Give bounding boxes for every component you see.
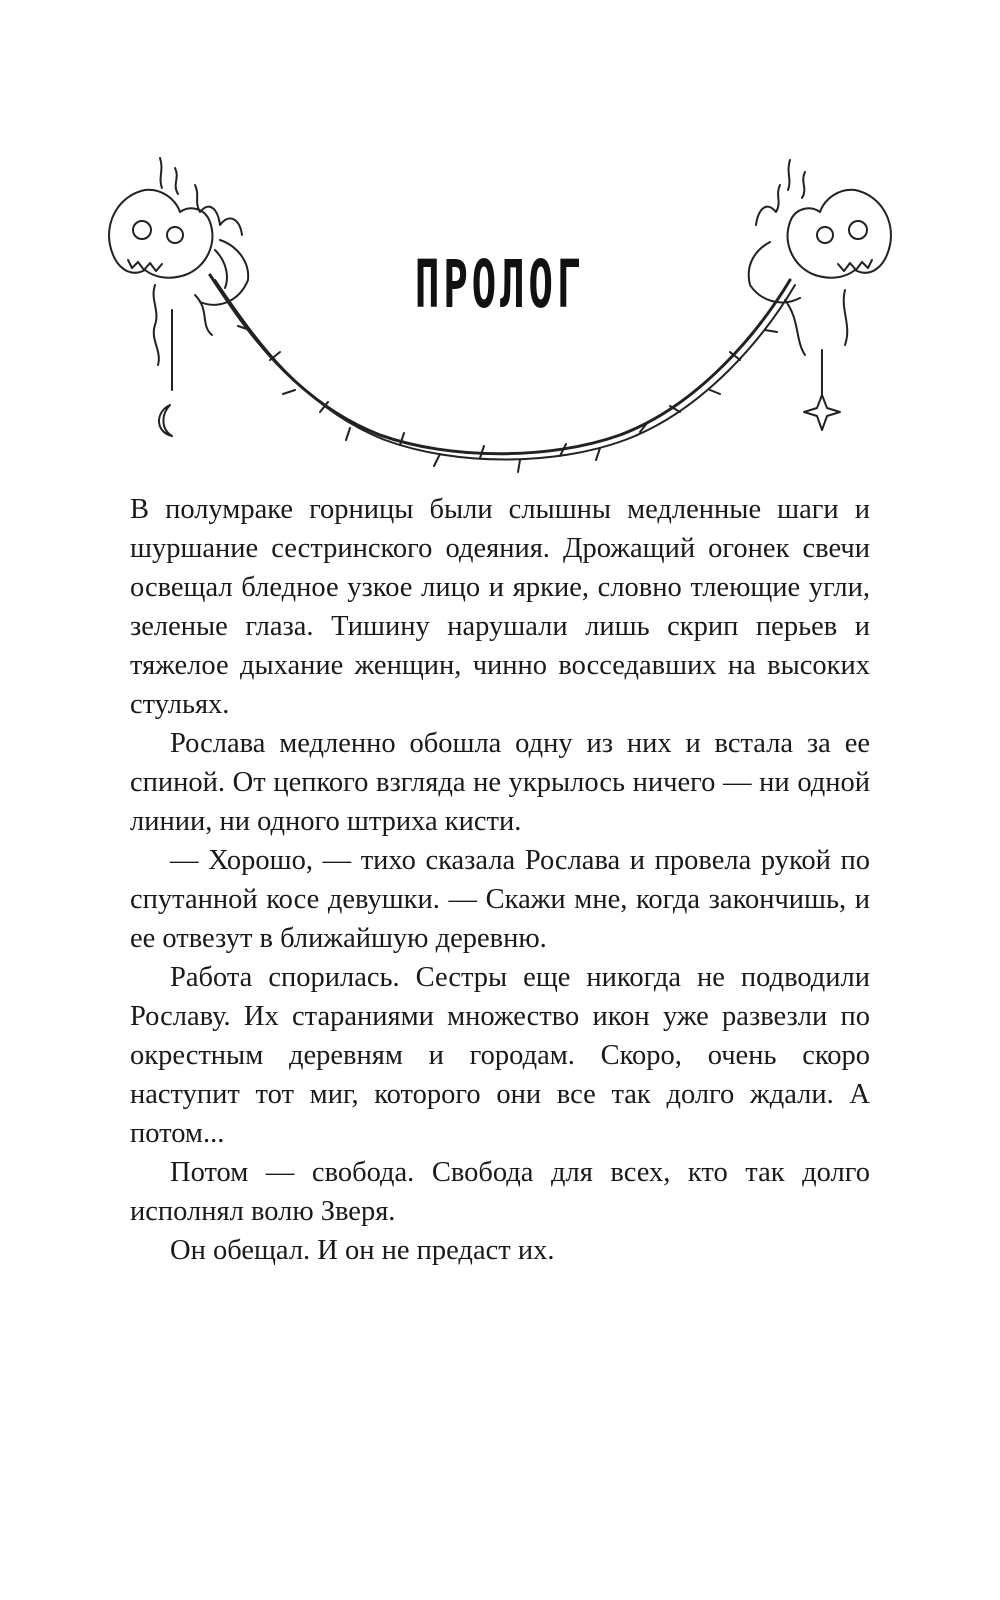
paragraph: Работа спорилась. Сестры еще никогда не подводили Рославу. Их стараниями множество икон уже развезли по окрестным деревням и городам. Скоро, очень скоро наступит тот миг, которого они все так долго ждали. А потом... <box>130 962 870 1149</box>
paragraph: В полумраке горницы были слышны медленные шаги и шуршание сестринского одеяния. Дрожащий огонек свечи освещал бледное узкое лицо и яркие, словно тлеющие угли, зеленые глаза. Тишину нарушали лишь скрип перьев и тяжелое дыхание женщин, чинно восседавших на высоких стульях. <box>130 494 870 720</box>
right-star-pendant-icon <box>804 290 847 430</box>
chapter-title: ПРОЛОГ <box>414 246 586 323</box>
paragraph: Потом — свобода. Свобода для всех, кто так долго исполнял волю Зверя. <box>130 1157 870 1227</box>
paragraph: — Хорошо, — тихо сказала Рослава и провела рукой по спутанной косе девушки. — Скажи мне, когда закончишь, и ее отвезут в ближайшую деревню. <box>130 845 870 954</box>
paragraph: Он обещал. И он не предаст их. <box>170 1235 555 1266</box>
paragraph: Рослава медленно обошла одну из них и встала за ее спиной. От цепкого взгляда не укрылось ничего — ни одной линии, ни одного штриха кисти. <box>130 728 870 837</box>
prologue-body-text <box>130 490 870 1270</box>
